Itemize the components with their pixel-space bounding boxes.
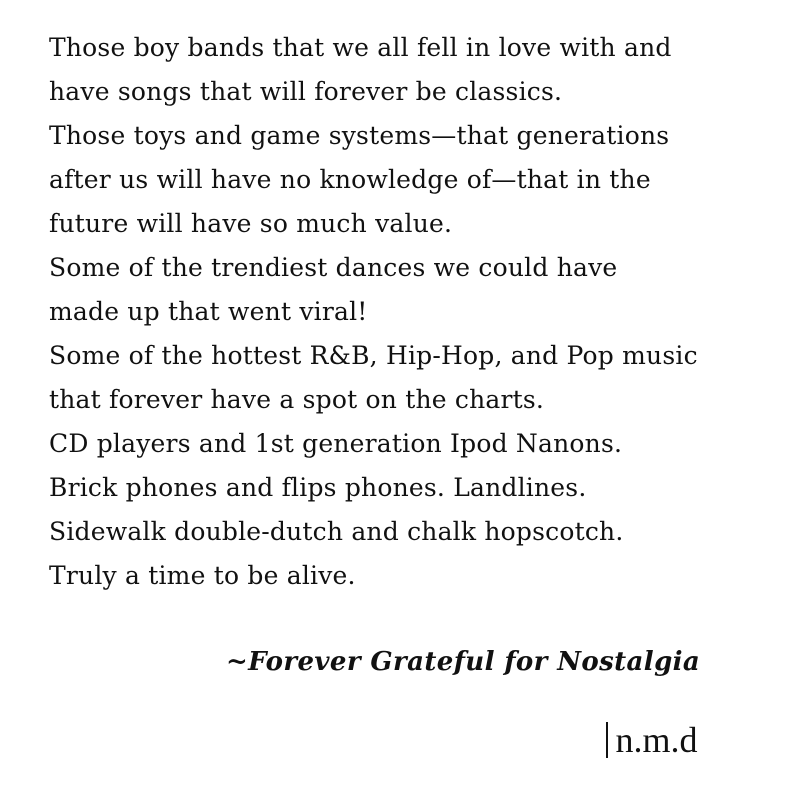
poem-line: after us will have no knowledge of—that in the <box>49 165 651 194</box>
author-initials: n.m.d <box>615 720 698 760</box>
signature-line: ~Forever Grateful for Nostalgia <box>226 647 701 677</box>
poem-line: made up that went viral! <box>49 297 368 326</box>
poem-line: Some of the hottest R&B, Hip-Hop, and Pop music <box>49 341 698 370</box>
poem-line: Some of the trendiest dances we could have <box>49 253 618 282</box>
poem-line: future will have so much value. <box>49 209 453 238</box>
author-mark <box>606 718 698 762</box>
poem-line: have songs that will forever be classics. <box>49 77 563 106</box>
vertical-divider <box>606 722 608 758</box>
poem-body <box>49 26 769 598</box>
poem-line: Brick phones and flips phones. Landlines. <box>49 473 587 502</box>
poem-line: that forever have a spot on the charts. <box>49 385 545 414</box>
poem-line: CD players and 1st generation Ipod Nanons. <box>49 429 623 458</box>
poem-line: Sidewalk double-dutch and chalk hopscotch. <box>49 517 624 546</box>
poem-line: Truly a time to be alive. <box>49 561 356 590</box>
poem-line: Those toys and game systems—that generations <box>49 121 670 150</box>
poem-line: Those boy bands that we all fell in love with and <box>49 33 672 62</box>
